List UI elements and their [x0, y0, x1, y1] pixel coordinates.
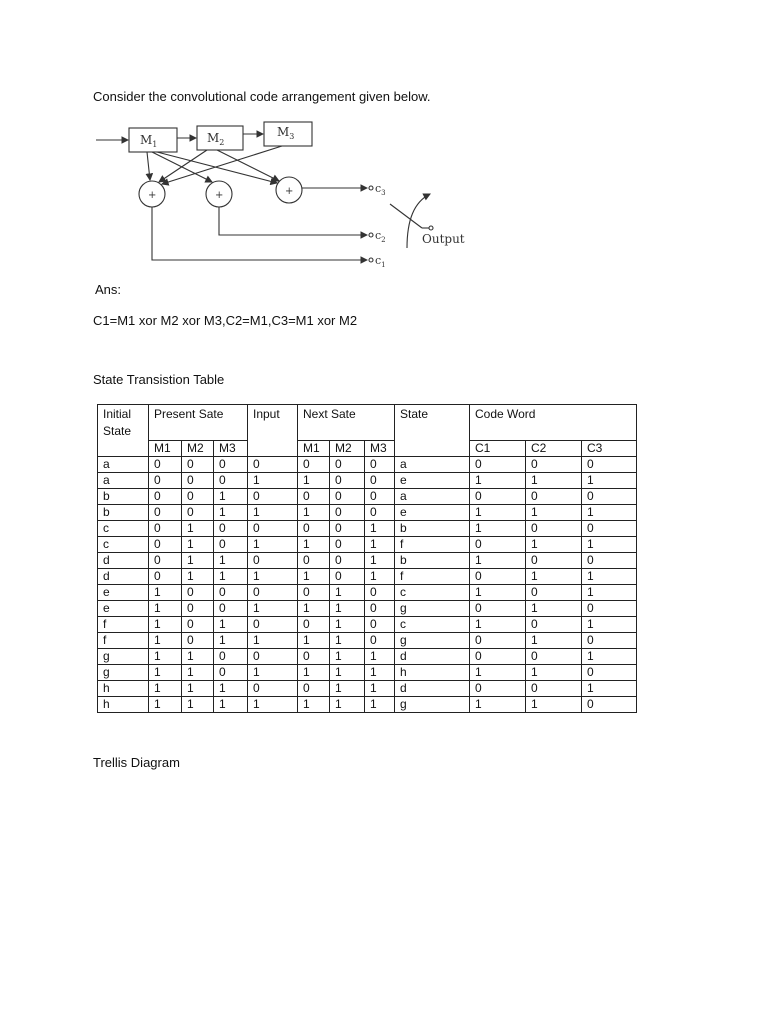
table-cell: 0: [470, 649, 526, 665]
table-cell: 1: [214, 617, 248, 633]
table-cell: 0: [298, 489, 330, 505]
table-cell: 1: [470, 617, 526, 633]
table-cell: 1: [298, 537, 330, 553]
table-row: [98, 521, 637, 537]
table-cell: 0: [182, 585, 214, 601]
table-cell: e: [395, 505, 470, 521]
table-row: [98, 617, 637, 633]
table-cell: 0: [470, 457, 526, 473]
table-cell: b: [98, 489, 149, 505]
table-cell: c: [395, 585, 470, 601]
subheader-present-m1: M1: [149, 441, 182, 457]
table-cell: d: [395, 649, 470, 665]
table-cell: 1: [214, 505, 248, 521]
table-cell: 1: [149, 633, 182, 649]
output-c1-subscript: 1: [381, 261, 386, 269]
table-cell: 1: [182, 649, 214, 665]
table-row: [98, 473, 637, 489]
table-cell: 0: [182, 505, 214, 521]
table-cell: 1: [470, 553, 526, 569]
table-cell: 1: [365, 697, 395, 713]
subheader-c1: C1: [470, 441, 526, 457]
table-cell: 0: [330, 537, 365, 553]
table-row: [98, 505, 637, 521]
answer-label: Ans:: [95, 282, 122, 297]
table-cell: 0: [248, 553, 298, 569]
header-state: State: [395, 405, 470, 441]
table-cell: 0: [470, 681, 526, 697]
intro-text: Consider the convolutional code arrangement given below.: [93, 89, 431, 104]
table-cell: 1: [182, 521, 214, 537]
table-cell: f: [98, 633, 149, 649]
table-cell: g: [98, 649, 149, 665]
table-cell: 1: [298, 697, 330, 713]
table-cell: 0: [582, 553, 637, 569]
output-label: Output: [422, 232, 465, 246]
table-cell: 0: [214, 457, 248, 473]
table-cell: 0: [365, 473, 395, 489]
table-cell: 0: [149, 521, 182, 537]
table-cell: 1: [149, 681, 182, 697]
table-cell: d: [98, 553, 149, 569]
table-cell: 0: [330, 569, 365, 585]
table-cell: 1: [214, 697, 248, 713]
table-row: [98, 489, 637, 505]
table-cell: c: [98, 521, 149, 537]
table-cell: 0: [214, 473, 248, 489]
table-cell: 1: [470, 665, 526, 681]
table-cell: 1: [526, 505, 582, 521]
table-cell: 1: [248, 473, 298, 489]
table-cell: 1: [582, 569, 637, 585]
table-cell: 0: [248, 489, 298, 505]
table-cell: 0: [330, 457, 365, 473]
table-cell: 0: [298, 521, 330, 537]
table-cell: 1: [298, 473, 330, 489]
table-cell: 0: [298, 617, 330, 633]
table-cell: 0: [582, 457, 637, 473]
table-cell: 1: [182, 569, 214, 585]
table-cell: 1: [330, 633, 365, 649]
table-row: [98, 553, 637, 569]
table-cell: 0: [182, 457, 214, 473]
table-cell: 0: [526, 681, 582, 697]
table-row: [98, 633, 637, 649]
table-cell: 1: [248, 537, 298, 553]
table-cell: 0: [365, 457, 395, 473]
table-cell: 0: [214, 585, 248, 601]
table-cell: 0: [214, 665, 248, 681]
table-cell: 0: [149, 473, 182, 489]
output-c2-label: c: [375, 229, 382, 242]
table-cell: 0: [149, 553, 182, 569]
table-cell: a: [395, 489, 470, 505]
table-cell: 0: [214, 537, 248, 553]
table-cell: 1: [248, 665, 298, 681]
table-cell: 1: [182, 681, 214, 697]
table-cell: 1: [582, 537, 637, 553]
subheader-next-m1: M1: [298, 441, 330, 457]
trellis-title: Trellis Diagram: [93, 755, 180, 770]
output-c3-subscript: 3: [381, 189, 386, 197]
table-cell: 1: [149, 649, 182, 665]
table-cell: 0: [526, 617, 582, 633]
header-initial-state: Initial State: [98, 405, 149, 441]
table-cell: a: [98, 473, 149, 489]
subheader-present-m2: M2: [182, 441, 214, 457]
subheader-next-m3: M3: [365, 441, 395, 457]
table-cell: 1: [582, 505, 637, 521]
table-row: [98, 697, 637, 713]
table-cell: 1: [526, 697, 582, 713]
table-cell: 0: [248, 681, 298, 697]
table-cell: 1: [298, 569, 330, 585]
table-title: State Transistion Table: [93, 372, 225, 387]
table-cell: 1: [365, 649, 395, 665]
table-cell: 1: [298, 633, 330, 649]
table-cell: 0: [248, 521, 298, 537]
table-row: [98, 569, 637, 585]
table-cell: 0: [582, 633, 637, 649]
table-cell: 1: [330, 649, 365, 665]
svg-text:c1: [375, 254, 386, 269]
table-cell: g: [395, 601, 470, 617]
header-code-word: Code Word: [470, 405, 637, 441]
table-cell: 0: [182, 617, 214, 633]
table-cell: 0: [582, 665, 637, 681]
table-cell: 1: [214, 633, 248, 649]
table-cell: e: [98, 585, 149, 601]
table-cell: 0: [182, 489, 214, 505]
table-cell: 1: [470, 697, 526, 713]
table-cell: a: [395, 457, 470, 473]
register-m2-subscript: 2: [219, 138, 225, 147]
table-cell: 1: [248, 633, 298, 649]
table-cell: 0: [365, 585, 395, 601]
table-cell: c: [395, 617, 470, 633]
output-c1-label: c: [375, 254, 382, 267]
table-cell: 1: [298, 601, 330, 617]
table-cell: 1: [365, 681, 395, 697]
table-cell: 1: [298, 665, 330, 681]
adder-3-symbol: +: [285, 186, 294, 197]
table-cell: 1: [330, 585, 365, 601]
table-cell: 0: [248, 617, 298, 633]
table-cell: 1: [182, 665, 214, 681]
table-cell: 1: [248, 697, 298, 713]
table-cell: 0: [298, 457, 330, 473]
table-row: [98, 601, 637, 617]
table-row: [98, 681, 637, 697]
table-cell: 1: [149, 601, 182, 617]
table-cell: 0: [330, 505, 365, 521]
table-cell: 1: [214, 489, 248, 505]
table-cell: 1: [330, 681, 365, 697]
state-transition-table: [97, 404, 637, 713]
table-cell: 0: [330, 473, 365, 489]
table-cell: 1: [149, 665, 182, 681]
output-c2-subscript: 2: [381, 236, 386, 244]
svg-text:c3: [375, 182, 386, 197]
table-cell: 1: [330, 665, 365, 681]
table-cell: 0: [298, 553, 330, 569]
table-row: [98, 457, 637, 473]
table-cell: g: [98, 665, 149, 681]
subheader-c3: C3: [582, 441, 637, 457]
table-cell: 0: [470, 537, 526, 553]
table-cell: 1: [149, 697, 182, 713]
table-cell: h: [98, 697, 149, 713]
table-cell: 1: [582, 617, 637, 633]
table-cell: 1: [214, 681, 248, 697]
table-cell: 1: [330, 601, 365, 617]
table-cell: 0: [248, 585, 298, 601]
table-cell: g: [395, 633, 470, 649]
register-m1-label: M: [140, 133, 153, 147]
header-input: Input: [248, 405, 298, 441]
table-cell: 0: [582, 601, 637, 617]
table-cell: 0: [330, 521, 365, 537]
table-cell: 1: [526, 633, 582, 649]
table-cell: 1: [582, 649, 637, 665]
subheader-present-m3: M3: [214, 441, 248, 457]
table-row: [98, 649, 637, 665]
table-cell: 1: [182, 537, 214, 553]
table-cell: 0: [330, 553, 365, 569]
table-cell: b: [395, 553, 470, 569]
table-cell: 0: [526, 457, 582, 473]
table-cell: 1: [582, 585, 637, 601]
table-cell: 1: [470, 473, 526, 489]
table-cell: 0: [365, 633, 395, 649]
table-cell: e: [98, 601, 149, 617]
table-cell: 0: [149, 537, 182, 553]
table-cell: 0: [365, 505, 395, 521]
table-cell: 0: [248, 457, 298, 473]
table-cell: 1: [470, 521, 526, 537]
table-cell: 1: [149, 617, 182, 633]
table-cell: 1: [330, 617, 365, 633]
table-cell: 0: [182, 601, 214, 617]
adder-2-symbol: +: [215, 190, 224, 201]
register-m3-label: M: [277, 125, 290, 139]
convolutional-encoder-diagram: [92, 120, 482, 270]
table-cell: 1: [365, 521, 395, 537]
table-cell: 0: [149, 457, 182, 473]
table-cell: 0: [298, 649, 330, 665]
table-cell: 1: [526, 537, 582, 553]
table-cell: 0: [470, 569, 526, 585]
table-cell: 0: [526, 649, 582, 665]
subheader-c2: C2: [526, 441, 582, 457]
table-cell: 0: [470, 601, 526, 617]
table-cell: 0: [470, 633, 526, 649]
table-cell: 1: [248, 601, 298, 617]
table-cell: 1: [330, 697, 365, 713]
table-cell: 0: [182, 633, 214, 649]
table-cell: 0: [365, 489, 395, 505]
register-m1-subscript: 1: [152, 140, 158, 149]
table-cell: 1: [582, 473, 637, 489]
table-cell: 0: [470, 489, 526, 505]
table-cell: c: [98, 537, 149, 553]
table-row: [98, 665, 637, 681]
table-cell: 1: [149, 585, 182, 601]
subheader-blank: [395, 441, 470, 457]
table-cell: 1: [365, 537, 395, 553]
table-cell: 1: [298, 505, 330, 521]
table-cell: 1: [365, 553, 395, 569]
table-cell: 1: [182, 553, 214, 569]
subheader-blank: [98, 441, 149, 457]
table-cell: d: [395, 681, 470, 697]
table-cell: 0: [149, 489, 182, 505]
table-cell: 0: [248, 649, 298, 665]
table-cell: 0: [330, 489, 365, 505]
output-c3-label: c: [375, 182, 382, 195]
table-cell: 1: [248, 569, 298, 585]
table-cell: a: [98, 457, 149, 473]
table-cell: 1: [248, 505, 298, 521]
table-cell: h: [395, 665, 470, 681]
header-present-state: Present Sate: [149, 405, 248, 441]
table-cell: b: [98, 505, 149, 521]
table-cell: 0: [526, 489, 582, 505]
table-cell: 0: [582, 521, 637, 537]
table-cell: 0: [214, 521, 248, 537]
table-cell: b: [395, 521, 470, 537]
answer-equations: C1=M1 xor M2 xor M3,C2=M1,C3=M1 xor M2: [93, 313, 358, 328]
table-cell: 0: [526, 585, 582, 601]
table-cell: 1: [526, 665, 582, 681]
table-body: [98, 457, 637, 713]
table-cell: 0: [582, 697, 637, 713]
table-row: [98, 537, 637, 553]
table-cell: 1: [182, 697, 214, 713]
table-cell: 0: [365, 617, 395, 633]
table-cell: f: [98, 617, 149, 633]
header-next-state: Next Sate: [298, 405, 395, 441]
subheader-blank: [248, 441, 298, 457]
table-cell: d: [98, 569, 149, 585]
register-m3-subscript: 3: [289, 132, 295, 141]
table-cell: 0: [298, 681, 330, 697]
table-cell: 1: [526, 473, 582, 489]
svg-text:c2: [375, 229, 386, 244]
table-row: [98, 585, 637, 601]
table-cell: 0: [214, 649, 248, 665]
table-cell: 1: [365, 569, 395, 585]
table-cell: 0: [298, 585, 330, 601]
table-cell: 0: [214, 601, 248, 617]
table-cell: 1: [365, 665, 395, 681]
table-cell: 1: [526, 601, 582, 617]
table-cell: 1: [526, 569, 582, 585]
table-cell: g: [395, 697, 470, 713]
table-cell: 0: [582, 489, 637, 505]
table-cell: 1: [470, 505, 526, 521]
table-cell: 0: [526, 521, 582, 537]
table-cell: 1: [214, 553, 248, 569]
subheader-next-m2: M2: [330, 441, 365, 457]
table-cell: 1: [470, 585, 526, 601]
table-cell: h: [98, 681, 149, 697]
table-cell: 0: [365, 601, 395, 617]
table-cell: 1: [582, 681, 637, 697]
table-cell: f: [395, 569, 470, 585]
adder-1-symbol: +: [148, 190, 157, 201]
table-cell: 0: [182, 473, 214, 489]
table-cell: e: [395, 473, 470, 489]
table-cell: 0: [149, 505, 182, 521]
table-cell: 1: [214, 569, 248, 585]
register-m2-label: M: [207, 131, 220, 145]
table-cell: 0: [526, 553, 582, 569]
table-cell: f: [395, 537, 470, 553]
table-cell: 0: [149, 569, 182, 585]
